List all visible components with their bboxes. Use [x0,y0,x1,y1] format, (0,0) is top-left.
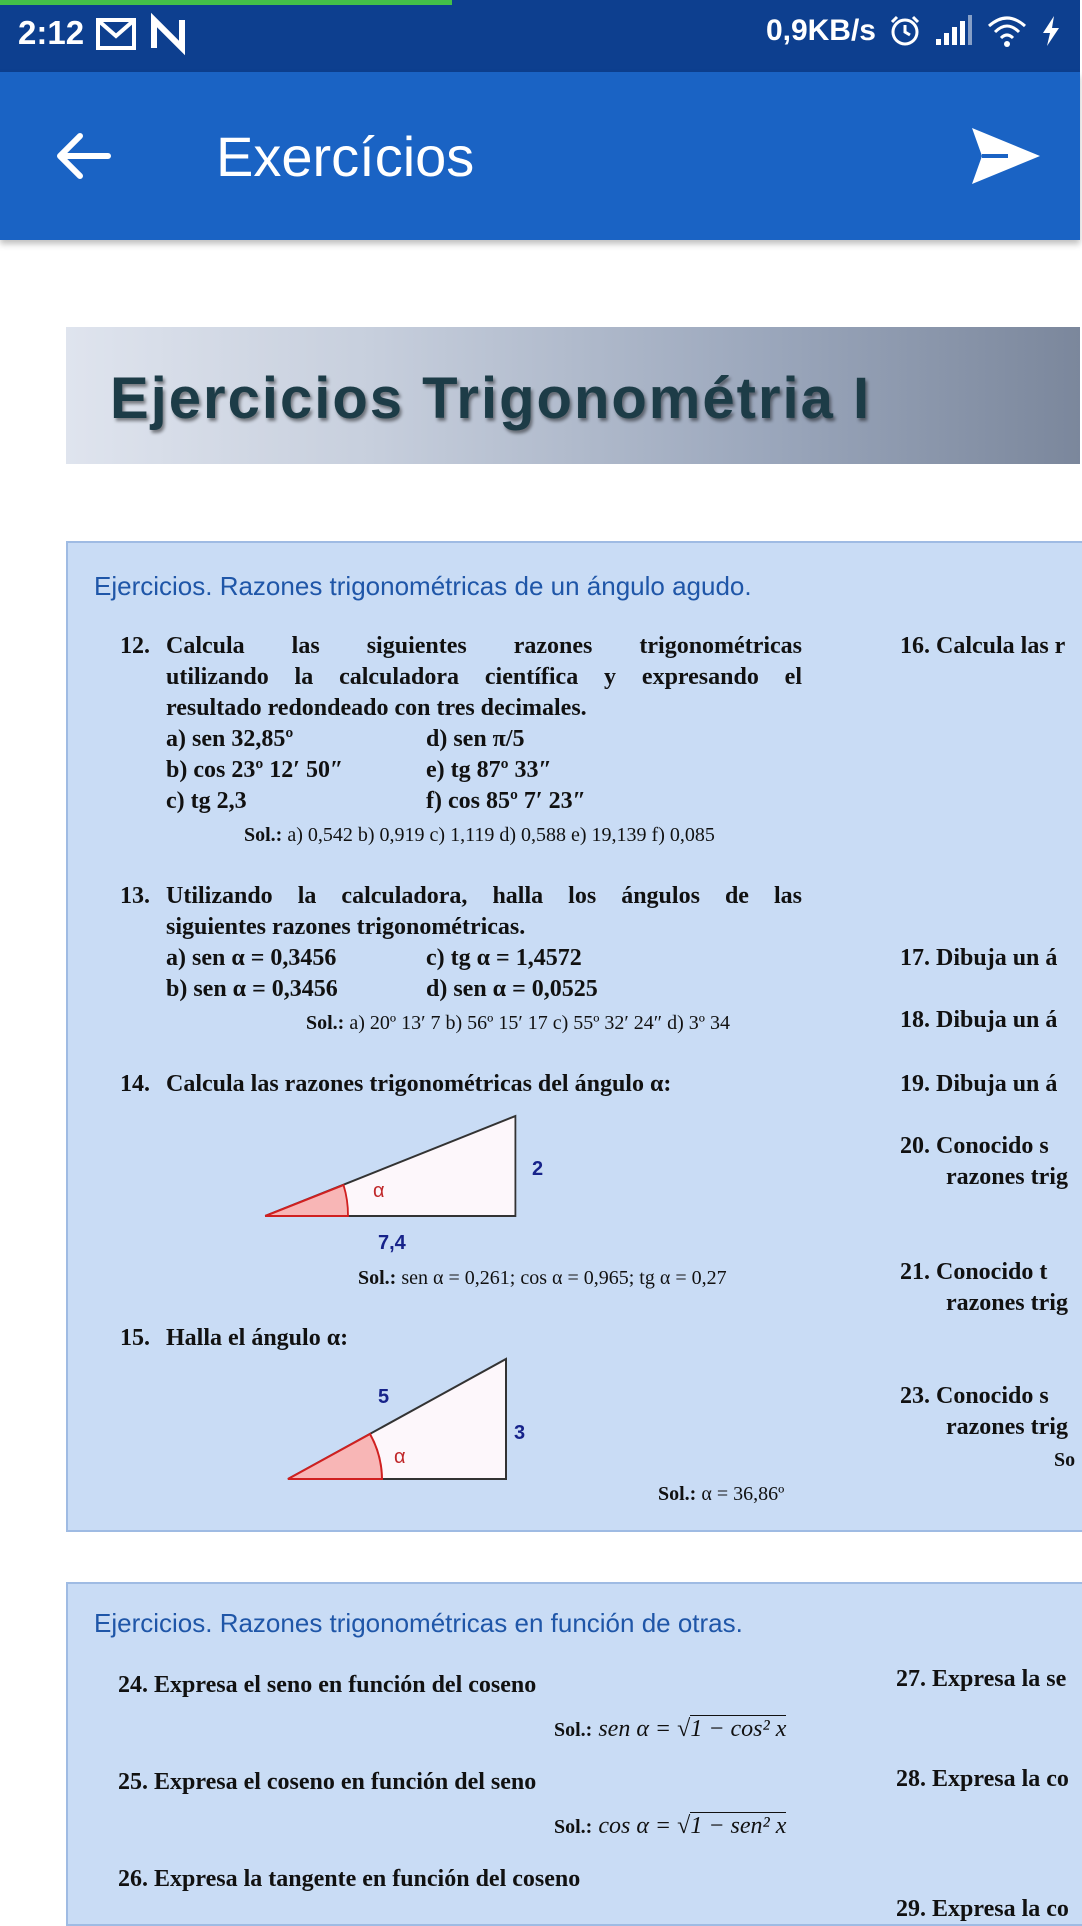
arrow-left-icon[interactable] [52,124,116,188]
exercise-number: 12. [120,633,150,659]
exercise-text-clipped: 16. Calcula las r [900,633,1066,659]
send-icon[interactable] [968,124,1044,188]
exercise-text-clipped: 21. Conocido t [900,1259,1048,1285]
network-speed: 0,9KB/s [765,14,876,47]
status-bar [0,0,1080,72]
page-title: Exercícios [216,125,475,188]
hypotenuse-label: 5 [378,1386,390,1408]
exercise-text-clipped: 19. Dibuja un á [900,1071,1058,1097]
exercise-text-clipped: 17. Dibuja un á [900,945,1058,971]
signal-icon [934,15,974,47]
document-title: Ejercicios Trigonométria I [110,366,872,431]
exercise-item: b) cos 23º 12′ 50″ [166,757,344,783]
exercise-text: Halla el ángulo α: [166,1325,349,1351]
section-panel-other-functions [66,1582,1082,1926]
base-label: 7,4 [378,1232,406,1254]
exercise-text-clipped: 20. Conocido s [900,1133,1049,1159]
gmail-icon [96,16,136,52]
exercise-text-clipped: razones trig [946,1290,1068,1316]
angle-label: α [394,1446,406,1468]
exercise-text-clipped: razones trig [946,1164,1068,1190]
triangle-figure-14 [258,1113,544,1254]
angle-label: α [373,1180,385,1202]
exercise-item: c) tg 2,3 [166,788,247,814]
solution-formula: Sol.: cos α = √1 − sen² x [554,1813,787,1839]
section-title: Ejercicios. Razones trigonométricas de un ángulo agudo. [94,571,752,601]
exercise-item: a) sen 32,85º [166,726,294,752]
side-label: 3 [514,1422,526,1444]
exercise-text: Calcula las razones trigonométricas del ángulo α: [166,1071,672,1097]
exercise-number: 14. [120,1071,150,1097]
alarm-icon [888,14,922,48]
solution: Sol.: a) 0,542 b) 0,919 c) 1,119 d) 0,588 e) 19,139 f) 0,085 [244,824,715,846]
exercise-item: a) sen α = 0,3456 [166,945,337,971]
solution-formula: Sol.: sen α = √1 − cos² x [554,1716,787,1742]
app-bar [0,72,1080,240]
exercise-text: Calcula las siguientes razones trigonométricas [166,633,802,659]
exercise-text: 26. Expresa la tangente en función del coseno [118,1866,581,1892]
status-time: 2:12 [18,14,85,51]
exercise-text: siguientes razones trigonométricas. [166,914,526,940]
exercise-item: e) tg 87º 33″ [426,757,552,783]
exercise-text-clipped: razones trig [946,1414,1068,1440]
exercise-text: Utilizando la calculadora, halla los ángulos de las [166,883,802,909]
wifi-icon [986,14,1028,48]
loading-progress-bar [0,0,452,5]
exercise-text-clipped: 29. Expresa la co [896,1896,1069,1922]
section-panel-acute-angle [66,541,1082,1532]
solution-clipped: So [1054,1449,1076,1471]
n-app-icon [150,16,186,52]
document-banner [66,327,1080,464]
exercise-number: 13. [120,883,150,909]
exercise-item: d) sen α = 0,0525 [426,976,598,1002]
solution: Sol.: a) 20º 13′ 7 b) 56º 15′ 17 c) 55º 32′ 24″ d) 3º 34 [306,1012,730,1034]
solution: Sol.: α = 36,86º [658,1483,785,1505]
exercise-text: 25. Expresa el coseno en función del seno [118,1769,537,1795]
solution: Sol.: sen α = 0,261; cos α = 0,965; tg α = 0,27 [358,1267,727,1289]
exercise-item: f) cos 85º 7′ 23″ [426,788,586,814]
side-label: 2 [532,1158,544,1180]
exercise-number: 15. [120,1325,150,1351]
triangle-figure-15 [282,1357,526,1493]
exercise-text-clipped: 28. Expresa la co [896,1766,1069,1792]
exercise-text: resultado redondeado con tres decimales. [166,695,587,721]
exercise-text: utilizando la calculadora científica y expresando el [166,664,802,690]
exercise-text: 24. Expresa el seno en función del coseno [118,1672,537,1698]
exercise-item: d) sen π/5 [426,726,525,752]
exercise-text-clipped: 18. Dibuja un á [900,1007,1058,1033]
section-title: Ejercicios. Razones trigonométricas en función de otras. [94,1608,743,1638]
exercise-text-clipped: 27. Expresa la se [896,1666,1067,1692]
exercise-text-clipped: 23. Conocido s [900,1383,1049,1409]
exercise-item: c) tg α = 1,4572 [426,945,582,971]
charging-icon [1040,14,1062,48]
exercise-item: b) sen α = 0,3456 [166,976,338,1002]
